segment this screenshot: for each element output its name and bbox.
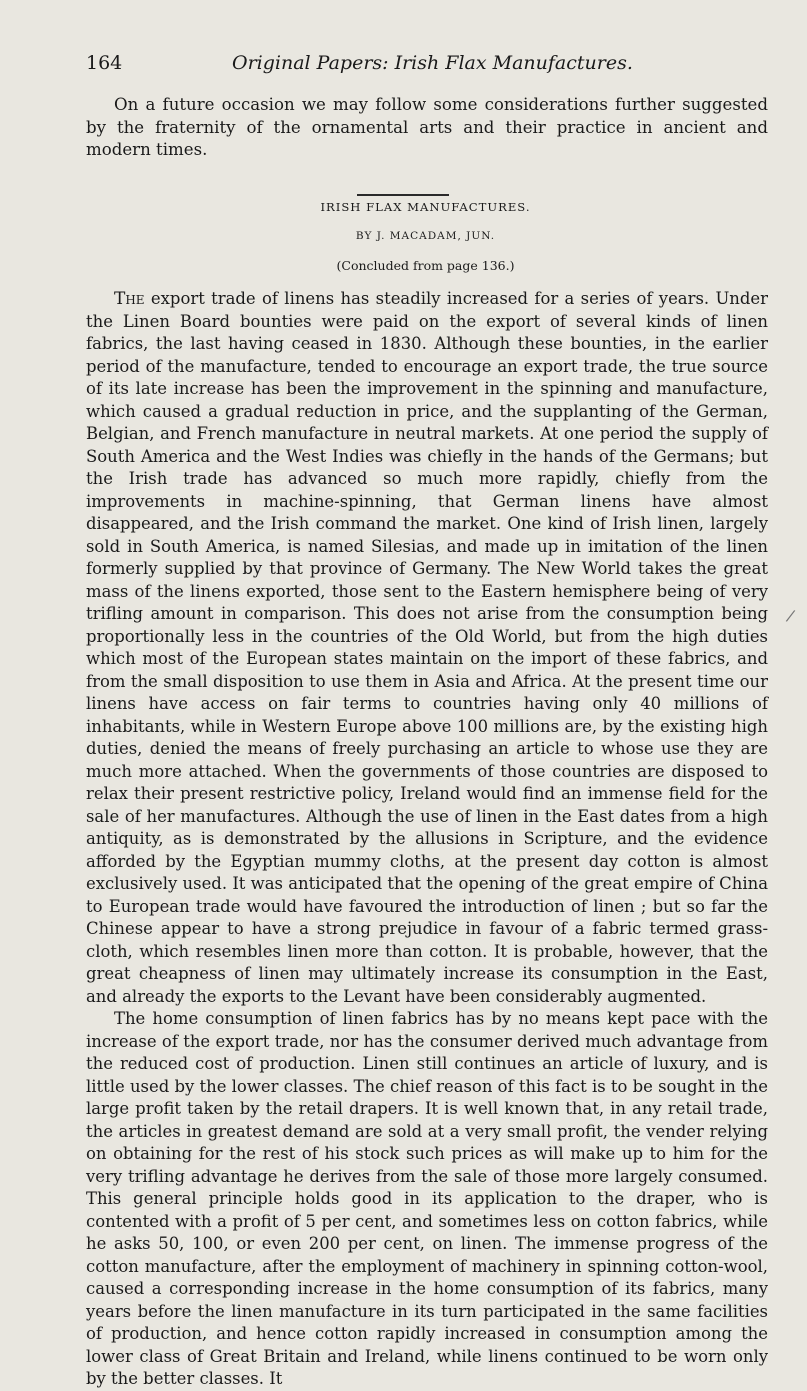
running-title: Original Papers: Irish Flax Manufactures. xyxy=(232,52,633,74)
article-byline: BY J. MACADAM, JUN. xyxy=(355,230,496,242)
intro-paragraph: On a future occasion we may follow some considerations further suggested by the fraternity of the ornamental arts and their practice in ancient and modern times. xyxy=(86,95,768,160)
body-paragraph-2: The home consumption of linen fabrics has by no means kept pace with the increase of the export trade, nor has the consumer derived much advantage from the reduced cost of production. Linen still continues an article of luxury, and is little used by the lower classes. The chief reason of this fact is to be sought in the large profit taken by the retail drapers. It is well known that, in any retail trade, the articles in greatest demand are sold at a very small profit, the vender relying on obtaining for the rest of his stock such prices as will make up to him for the very trifling advantage he derives from the sale of those more largely consumed. This general principle holds good in its application to the draper, who is contented with a profit of 5 per cent, and sometimes less on cotton fabrics, while he asks 50, 100, or even 200 per cent, on linen. The immense progress of the cotton manufacture, after the employment of machinery in spinning cotton-wool, caused a corresponding increase in the home consumption of its fabrics, many years before the linen manufacture in its turn participated in the same facilities of production, and hence cotton rapidly increased in consumption among the lower class of Great Britain and Ireland, while linens continued to be worn only by the better classes. It xyxy=(86,1009,768,1388)
article-body xyxy=(86,288,768,1391)
section-divider xyxy=(357,194,449,196)
margin-pencil-mark: / xyxy=(784,605,797,626)
running-header xyxy=(86,52,766,82)
lead-word: The xyxy=(114,289,145,309)
article-title: IRISH FLAX MANUFACTURES. xyxy=(320,200,531,214)
body-paragraph-1 xyxy=(86,288,768,1008)
page-number: 164 xyxy=(86,52,123,74)
paragraph-1-text: export trade of linens has steadily increased for a series of years. Under the Linen Board bounties were paid on the export of several kinds of linen fabrics, the last having ceased in 1830. Although these bounties, in the earlier period of the manufacture, tended to encourage an export trade, the true source of its late increase has been the improvement in the spinning and manufacture, which caused a gradual reduction in price, and the supplanting of the German, Belgian, and French manufacture in neutral markets. At one period the supply of South America and the West Indies was chiefly in the hands of the Germans; but the Irish trade has advanced so much more rapidly, chiefly from the improvements in machine-spinning, that German linens have almost disappeared, and the Irish command the market. One kind of Irish linen, largely sold in South America, is named Silesias, and made up in imitation of the linen formerly supplied by that province of Germany. The New World takes the great mass of the linens exported, those sent to the Eastern hemisphere being of very trifling amount in comparison. This does not arise from the consumption being proportionally less in the countries of the Old World, but from the high duties which most of the European states maintain on the import of these fabrics, and from the small disposition to use them in Asia and Africa. At the present time our linens have access on fair terms to countries having only 40 millions of inhabitants, while in Western Europe above 100 millions are, by the existing high duties, denied the means of freely purchasing an article to whose use they are much more attached. When the governments of those countries are disposed to relax their present restrictive policy, Ireland would find an immense field for the sale of her manufactures. Although the use of linen in the East dates from a high antiquity, as is demonstrated by the allusions in Scripture, and the evidence afforded by the Egyptian mummy cloths, at the present day cotton is almost exclusively used. It was anticipated that the opening of the great empire of China to European trade would have favoured the introduction of linen ; but so far the Chinese appear to have a strong prejudice in favour of a fabric termed grass-cloth, which resembles linen more than cotton. It is probable, however, that the great cheapness of linen may ultimately increase its consumption in the East, and already the exports to the Levant have been considerably augmented. xyxy=(86,289,768,1006)
continuation-note: (Concluded from page 136.) xyxy=(336,258,515,273)
